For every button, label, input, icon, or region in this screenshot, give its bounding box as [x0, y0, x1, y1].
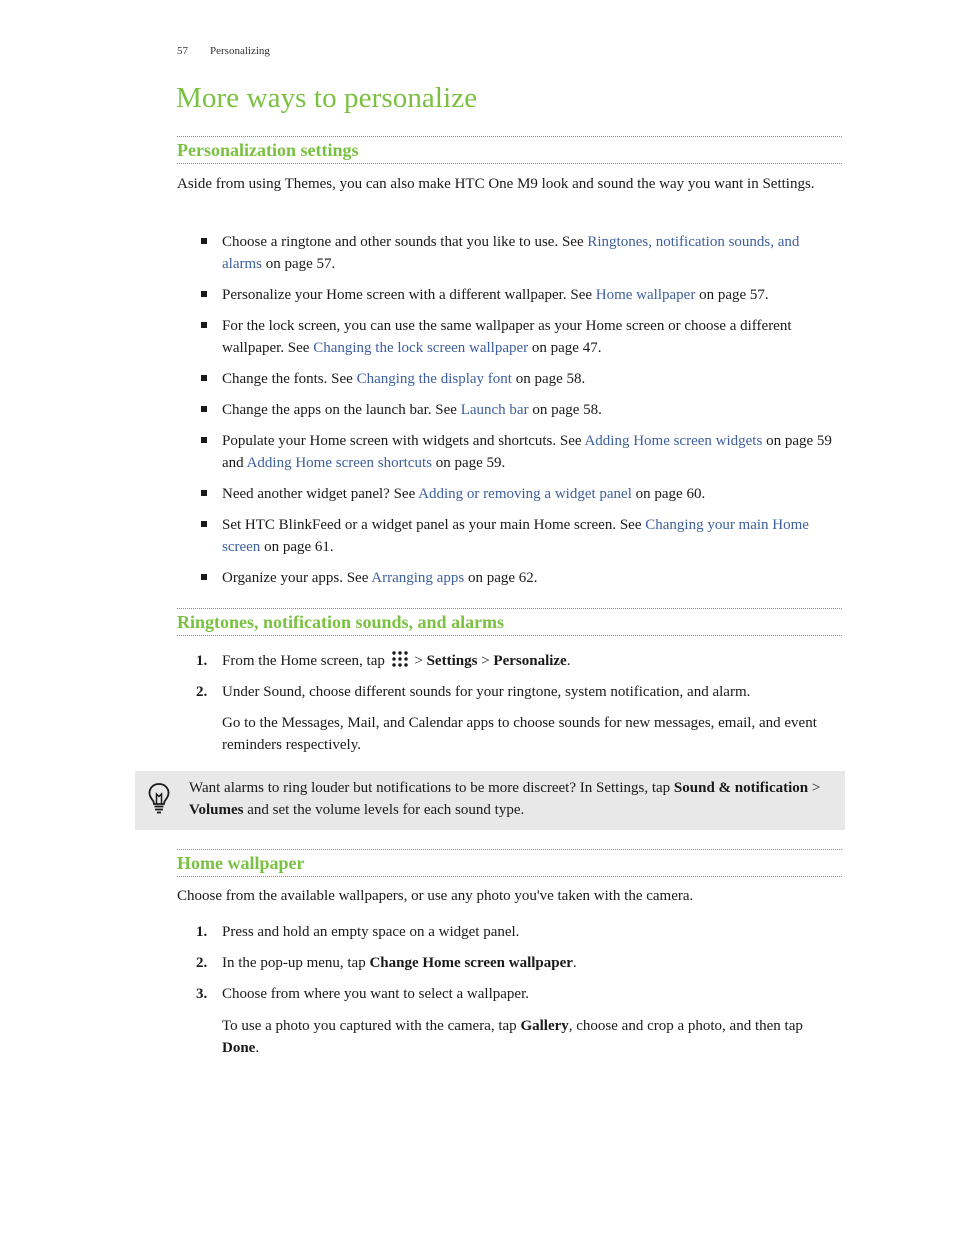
link-widget-panel[interactable]: Adding or removing a widget panel — [418, 486, 632, 502]
section-heading-ringtones: Ringtones, notification sounds, and alarms — [177, 608, 842, 636]
step-item: Under Sound, choose different sounds for your ringtone, system notification, and alarm. — [222, 684, 751, 700]
running-header — [177, 45, 270, 57]
link-main-home-screen[interactable]: Changing your main Home screen — [222, 517, 809, 555]
step-item: In the pop-up menu, tap Change Home screen wallpaper. — [222, 955, 577, 971]
link-display-font[interactable]: Changing the display font — [356, 371, 512, 387]
step-item: From the Home screen, tap > Settings > Personalize. — [222, 650, 842, 675]
section-heading-personalization-settings: Personalization settings — [177, 136, 842, 164]
page-title: More ways to personalize — [176, 82, 478, 114]
chapter-name: Personalizing — [210, 45, 270, 57]
lightbulb-icon — [147, 782, 171, 819]
link-lock-screen-wallpaper[interactable]: Changing the lock screen wallpaper — [313, 340, 529, 356]
bullet-marker — [201, 322, 207, 328]
step-number: 1. — [196, 653, 208, 669]
list-item: Change the fonts. See Changing the display font on page 58. — [222, 371, 586, 387]
bullet-marker — [201, 574, 207, 580]
link-home-wallpaper[interactable]: Home wallpaper — [595, 287, 696, 303]
step-number: 1. — [196, 924, 208, 940]
list-item: Set HTC BlinkFeed or a widget panel as your main Home screen. See Changing your main Home screen on page 61. — [222, 517, 809, 555]
tip-text: Want alarms to ring louder but notifications to be more discreet? In Settings, tap Sound & notification > Volumes and set the volume levels for each sound type. — [189, 780, 821, 818]
step-number: 2. — [196, 955, 208, 971]
step-note: Go to the Messages, Mail, and Calendar apps to choose sounds for new messages, email, and event reminders respectively. — [222, 715, 817, 753]
section-intro: Choose from the available wallpapers, or use any photo you've taken with the camera. — [177, 888, 694, 904]
bullet-marker — [201, 291, 207, 297]
link-add-widgets[interactable]: Adding Home screen widgets — [584, 433, 763, 449]
bullet-marker — [201, 238, 207, 244]
list-item: Personalize your Home screen with a different wallpaper. See Home wallpaper on page 57. — [222, 287, 769, 303]
bullet-marker — [201, 490, 207, 496]
apps-grid-icon — [391, 650, 409, 675]
link-add-shortcuts[interactable]: Adding Home screen shortcuts — [246, 455, 432, 471]
list-item: Organize your apps. See Arranging apps on page 62. — [222, 570, 538, 586]
list-item: For the lock screen, you can use the same wallpaper as your Home screen or choose a different wallpaper. See Changing the lock screen wallpaper on page 47. — [222, 318, 792, 356]
page-number: 57 — [177, 45, 188, 57]
bullet-marker — [201, 375, 207, 381]
link-arranging-apps[interactable]: Arranging apps — [371, 570, 465, 586]
step-item: Choose from where you want to select a wallpaper. — [222, 986, 529, 1002]
list-item: Need another widget panel? See Adding or removing a widget panel on page 60. — [222, 486, 706, 502]
section-intro: Aside from using Themes, you can also make HTC One M9 look and sound the way you want in Settings. — [177, 176, 815, 192]
link-ringtones[interactable]: Ringtones, notification sounds, and alarms — [222, 234, 800, 272]
list-item: Choose a ringtone and other sounds that you like to use. See Ringtones, notification sounds, and alarms on page 57. — [222, 234, 800, 272]
bullet-marker — [201, 406, 207, 412]
step-item: Press and hold an empty space on a widget panel. — [222, 924, 520, 940]
link-launch-bar[interactable]: Launch bar — [460, 402, 529, 418]
step-number: 3. — [196, 986, 208, 1002]
step-note: To use a photo you captured with the camera, tap Gallery, choose and crop a photo, and then tap Done. — [222, 1018, 803, 1056]
step-number: 2. — [196, 684, 208, 700]
bullet-marker — [201, 437, 207, 443]
section-heading-home-wallpaper: Home wallpaper — [177, 849, 842, 877]
tip-box — [135, 771, 845, 830]
list-item: Populate your Home screen with widgets and shortcuts. See Adding Home screen widgets on page 59 and Adding Home screen shortcuts on page 59. — [222, 433, 832, 471]
list-item: Change the apps on the launch bar. See Launch bar on page 58. — [222, 402, 602, 418]
bullet-marker — [201, 521, 207, 527]
